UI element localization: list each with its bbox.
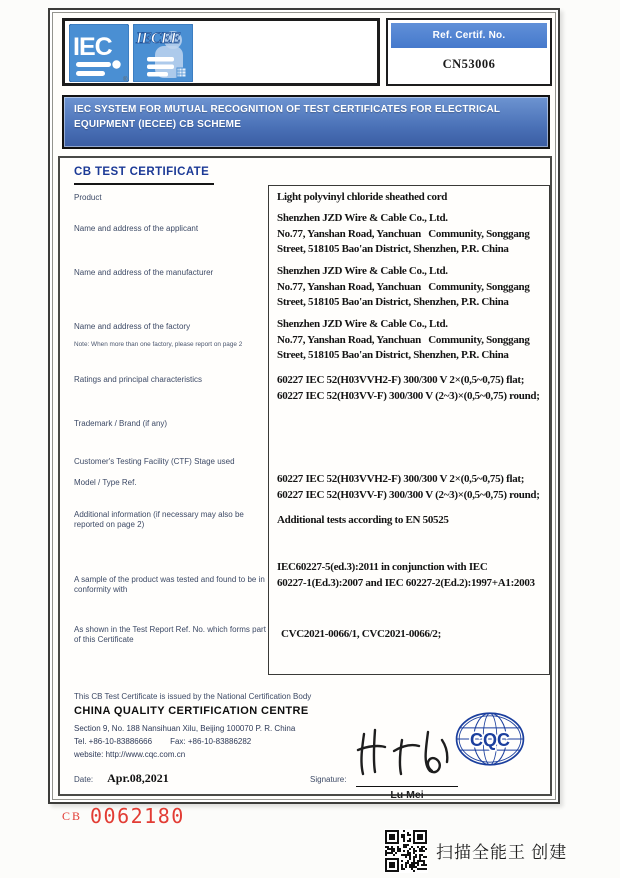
- svg-text:IECEE: IECEE: [136, 30, 180, 47]
- field-label-additional-info: Additional information (if necessary may also be reported on page 2): [74, 510, 244, 530]
- field-label-conformity: A sample of the product was tested and found to be in conformity with: [74, 575, 265, 595]
- cb-stamp-number: 0062180: [90, 804, 185, 828]
- date-value: Apr.08,2021: [107, 771, 169, 785]
- ref-certif-box: [386, 18, 552, 86]
- date-row: [74, 769, 169, 787]
- issued-statement: This CB Test Certificate is issued by the National Certification Body: [74, 692, 312, 701]
- registered-mark: ®: [123, 77, 128, 83]
- scheme-banner: IEC SYSTEM FOR MUTUAL RECOGNITION OF TEST CERTIFICATES FOR ELECTRICAL EQUIPMENT (IECEE) CB SCHEME: [62, 95, 550, 149]
- certificate-page: [48, 8, 560, 804]
- scanner-caption: 扫描全能王 创建: [436, 843, 568, 862]
- date-label: Date:: [74, 775, 94, 784]
- svg-text:IEC: IEC: [73, 33, 112, 61]
- field-label-ratings: Ratings and principal characteristics: [74, 375, 203, 384]
- certificate-body: [58, 156, 552, 801]
- ref-certif-number: CN53006: [442, 57, 496, 71]
- field-label-model: Model / Type Ref.: [74, 478, 137, 487]
- values-box: [268, 185, 550, 675]
- value-product: Light polyvinyl chloride sheathed cord: [277, 191, 448, 203]
- qr-code-icon: [384, 829, 428, 878]
- field-label-test-report: As shown in the Test Report Ref. No. which forms part of this Certificate: [74, 625, 266, 645]
- value-model: 60227 IEC 52(H03VVH2-F) 300/300 V 2×(0,5~0,75) flat; 60227 IEC 52(H03VV-F) 300/300 V (2~3)×(0,5~0,75) round;: [277, 473, 540, 501]
- value-manufacturer: Shenzhen JZD Wire & Cable Co., Ltd. No.77, Yanshan Road, Yanchuan Community, Songgang Street, 518105 Bao'an District, Shenzhen, P.R. China: [277, 265, 530, 308]
- ref-certif-label: Ref. Certif. No.: [391, 23, 547, 48]
- logo-box: [62, 18, 380, 86]
- field-label-trademark: Trademark / Brand (if any): [74, 419, 168, 428]
- title-underline: [74, 183, 214, 185]
- value-test-report: CVC2021-0066/1, CVC2021-0066/2;: [281, 628, 441, 640]
- body-address: Section 9, No. 188 Nansihuan Xilu, Beijing 100070 P. R. China: [74, 724, 296, 733]
- factory-note: Note: When more than one factory, please report on page 2: [74, 341, 243, 348]
- field-label-manufacturer: Name and address of the manufacturer: [74, 268, 214, 277]
- certification-body-name: CHINA QUALITY CERTIFICATION CENTRE: [74, 705, 309, 717]
- body-website: website: http://www.cqc.com.cn: [74, 750, 186, 759]
- field-label-ctf: Customer's Testing Facility (CTF) Stage used: [74, 457, 235, 466]
- body-tel: Tel. +86-10-83886666: [74, 737, 153, 746]
- field-label-applicant: Name and address of the applicant: [74, 224, 199, 233]
- value-ratings: 60227 IEC 52(H03VVH2-F) 300/300 V 2×(0,5~0,75) flat; 60227 IEC 52(H03VV-F) 300/300 V (2~3)×(0,5~0,75) round;: [277, 374, 540, 402]
- field-label-factory: Name and address of the factory: [74, 322, 191, 331]
- signer-name: Lu Mei: [390, 789, 424, 801]
- signature-line: [356, 786, 458, 787]
- value-additional-info: Additional tests according to EN 50525: [277, 514, 449, 526]
- iecee-logo-icon: [133, 24, 193, 87]
- field-label-product: Product: [74, 193, 102, 202]
- body-telfax: [74, 737, 269, 746]
- cb-stamp: [62, 804, 185, 828]
- iec-logo-icon: [69, 24, 129, 87]
- signature-handwriting-icon: [348, 720, 460, 787]
- certificate-title: CB TEST CERTIFICATE: [74, 166, 210, 178]
- value-applicant: Shenzhen JZD Wire & Cable Co., Ltd. No.77, Yanshan Road, Yanchuan Community, Songgang Street, 518105 Bao'an District, Shenzhen, P.R. China: [277, 212, 530, 255]
- cb-stamp-prefix: CB: [62, 809, 83, 823]
- value-factory: Shenzhen JZD Wire & Cable Co., Ltd. No.77, Yanshan Road, Yanchuan Community, Songgang Street, 518105 Bao'an District, Shenzhen, P.R. China: [277, 318, 530, 361]
- svg-text:CQC: CQC: [470, 729, 510, 750]
- signature-label: Signature:: [310, 775, 347, 784]
- cqc-logo-icon: [454, 709, 526, 774]
- body-fax: Fax: +86-10-83886282: [170, 737, 252, 746]
- value-conformity: IEC60227-5(ed.3):2011 in conjunction with IEC 60227-1(Ed.3):2007 and IEC 60227-2(Ed.2):1997+A1:2003: [277, 561, 535, 589]
